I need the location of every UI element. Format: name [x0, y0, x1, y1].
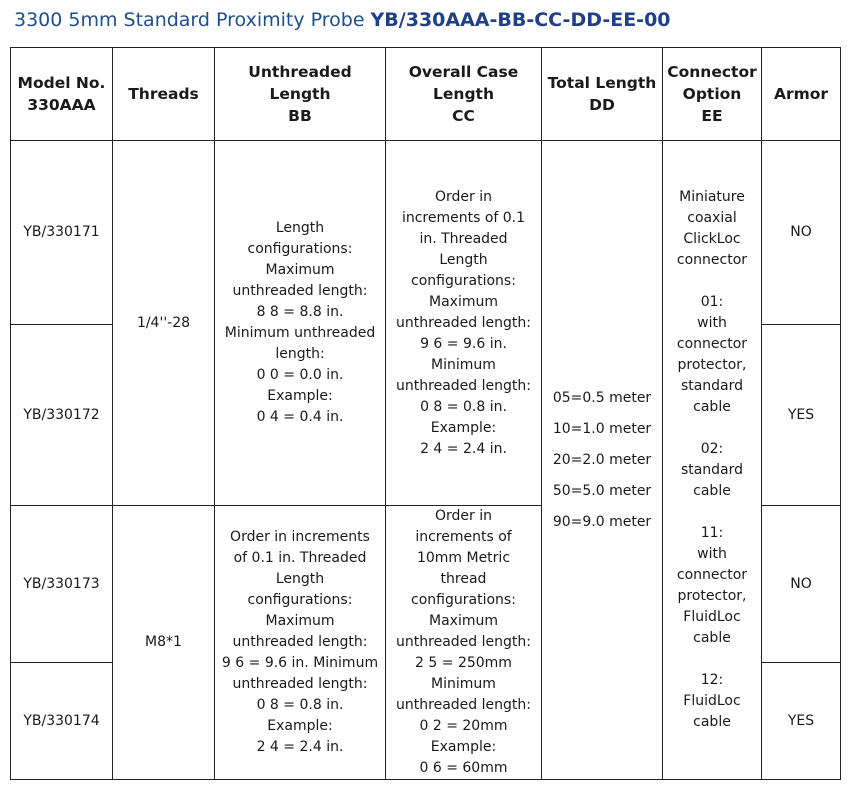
page-title: [14, 9, 671, 31]
header-unthreaded-length: [215, 48, 386, 141]
text-line: Connector: [667, 63, 757, 81]
text-line: Order in: [435, 508, 492, 524]
spacer: [667, 271, 757, 292]
text-line: Example:: [267, 718, 333, 734]
header-connector-option: [663, 48, 762, 141]
text-line: Order in: [435, 188, 492, 205]
text-line: 0 4 = 0.4 in.: [256, 409, 344, 425]
table-row: [11, 141, 841, 325]
title-model-code: YB/330AAA-BB-CC-DD-EE-00: [370, 9, 671, 31]
threads-cell: M8*1: [113, 506, 215, 780]
armor-cell: NO: [762, 506, 841, 663]
unthreaded-length-cell: [215, 506, 386, 780]
unthreaded-length-cell: [215, 141, 386, 506]
text-line: Armor: [773, 85, 829, 103]
text-line: unthreaded length:: [232, 634, 368, 650]
text-line: EE: [701, 107, 723, 125]
armor-cell: YES: [762, 663, 841, 780]
spacer: [667, 649, 757, 670]
text-line: standard: [680, 378, 744, 394]
text-line: Overall Case: [408, 63, 519, 81]
header-row: [11, 48, 841, 141]
text-line: Example:: [267, 388, 333, 404]
text-line: Example:: [430, 419, 497, 436]
text-line: Maximum: [265, 613, 335, 629]
text-line: Order in increments: [230, 529, 370, 545]
header-threads: [113, 48, 215, 141]
text-line: thread: [440, 571, 487, 587]
text-line: unthreaded length:: [232, 676, 368, 692]
text-line: connector: [676, 336, 748, 352]
text-line: 8 8 = 8.8 in.: [256, 304, 344, 320]
text-line: configurations:: [411, 592, 516, 608]
text-line: Length: [275, 220, 325, 236]
text-line: 9 6 = 9.6 in. Minimum: [221, 655, 379, 671]
text-line: 10mm Metric: [416, 550, 511, 566]
text-line: Option: [682, 85, 742, 103]
threads-cell: 1/4''-28: [113, 141, 215, 506]
text-line: Length: [275, 571, 325, 587]
text-line: standard: [680, 462, 744, 478]
model-cell: YB/330171: [11, 141, 113, 325]
text-line: 330AAA: [27, 96, 96, 114]
armor-cell: NO: [762, 141, 841, 325]
text-line: BB: [288, 107, 312, 125]
text-line: Maximum: [265, 262, 335, 278]
text-line: Total Length: [547, 74, 657, 92]
text-line: Example:: [430, 739, 497, 755]
text-line: 01:: [700, 294, 724, 310]
text-line: 0 8 = 0.8 in.: [256, 697, 344, 713]
text-line: 2 4 = 2.4 in.: [420, 440, 507, 457]
text-line: cable: [693, 483, 731, 499]
text-line: cable: [693, 714, 731, 730]
total-length-option: 05=0.5 meter: [552, 389, 652, 406]
text-line: unthreaded length:: [396, 634, 531, 650]
text-line: 0 6 = 60mm: [419, 760, 508, 776]
total-length-option: 20=2.0 meter: [552, 451, 652, 468]
text-line: in. Threaded: [419, 230, 508, 247]
text-line: unthreaded length:: [396, 314, 531, 331]
model-cell: YB/330172: [11, 325, 113, 506]
text-line: Model No.: [17, 74, 106, 92]
text-line: 2 5 = 250mm: [415, 655, 512, 671]
text-line: Unthreaded Length: [248, 63, 352, 103]
text-line: with: [697, 315, 727, 331]
model-cell: YB/330173: [11, 506, 113, 663]
text-line: FluidLoc: [683, 609, 741, 625]
text-line: cable: [693, 630, 731, 646]
text-line: configurations:: [247, 592, 353, 608]
total-length-option: 50=5.0 meter: [552, 482, 652, 499]
armor-cell: YES: [762, 325, 841, 506]
text-line: 9 6 = 9.6 in.: [420, 335, 507, 352]
text-line: increments of: [415, 529, 512, 545]
text-line: connector: [676, 252, 748, 268]
header-overall-case-length: [386, 48, 542, 141]
model-cell: YB/330174: [11, 663, 113, 780]
header-armor: [762, 48, 841, 141]
text-line: unthreaded length:: [396, 697, 531, 713]
text-line: with: [697, 546, 727, 562]
total-length-option: 90=9.0 meter: [552, 513, 652, 530]
text-line: Threads: [128, 85, 199, 103]
text-line: ClickLoc: [683, 231, 741, 247]
text-line: connector: [676, 567, 748, 583]
header-total-length: [542, 48, 663, 141]
text-line: Length: [433, 85, 494, 103]
text-line: 2 4 = 2.4 in.: [256, 739, 344, 755]
title-prefix: 3300 5mm Standard Proximity Probe: [14, 9, 371, 31]
text-line: configurations:: [247, 241, 353, 257]
overall-case-length-cell: [386, 506, 542, 780]
text-line: unthreaded length:: [232, 283, 368, 299]
text-line: 02:: [700, 441, 724, 457]
text-line: 11:: [700, 525, 724, 541]
spec-table: [10, 47, 841, 780]
text-line: cable: [693, 399, 731, 415]
text-line: protector,: [677, 588, 747, 604]
text-line: Miniature: [679, 189, 745, 205]
text-line: 0 0 = 0.0 in.: [256, 367, 344, 383]
text-line: Minimum unthreaded: [224, 325, 376, 341]
text-line: of 0.1 in. Threaded: [233, 550, 367, 566]
text-line: Minimum: [431, 676, 496, 692]
text-line: increments of 0.1: [401, 209, 526, 226]
spacer: [667, 418, 757, 439]
text-line: 0 2 = 20mm: [419, 718, 508, 734]
overall-case-length-cell: [386, 141, 542, 506]
text-line: Maximum: [429, 613, 498, 629]
text-line: protector,: [677, 357, 747, 373]
text-line: DD: [589, 96, 615, 114]
text-line: 0 8 = 0.8 in.: [420, 398, 507, 415]
spacer: [667, 502, 757, 523]
text-line: unthreaded length:: [396, 377, 531, 394]
text-line: configurations:: [411, 272, 516, 289]
text-line: 12:: [700, 672, 724, 688]
text-line: Maximum: [429, 293, 498, 310]
text-line: Minimum: [431, 356, 496, 373]
text-line: CC: [452, 107, 475, 125]
header-model: [11, 48, 113, 141]
total-length-option: 10=1.0 meter: [552, 420, 652, 437]
text-line: coaxial: [687, 210, 737, 226]
text-line: length:: [275, 346, 325, 362]
text-line: Length: [439, 251, 488, 268]
connector-option-cell: [663, 141, 762, 780]
text-line: FluidLoc: [683, 693, 741, 709]
total-length-cell: [542, 141, 663, 780]
